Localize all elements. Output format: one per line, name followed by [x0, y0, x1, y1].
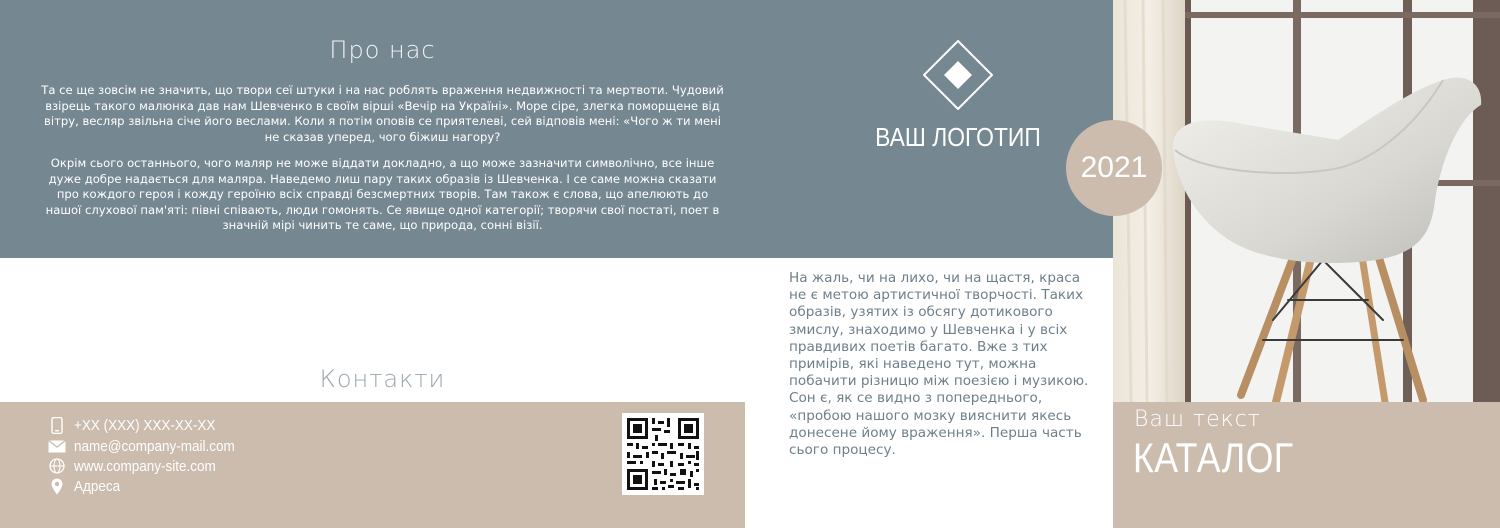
about-title: Про нас [329, 36, 436, 64]
catalog-subtitle: Ваш текст [1134, 407, 1261, 432]
qr-code [622, 413, 704, 495]
contact-website-row [48, 456, 232, 476]
logo-text: ВАШ ЛОГОТИП [875, 122, 1041, 152]
contact-email: name@company-mail.com [74, 437, 235, 455]
diamond-logo-icon [923, 40, 993, 110]
catalog-title: КАТАЛОГ [1133, 434, 1294, 481]
qr-code-icon [622, 413, 704, 495]
phone-icon [48, 416, 66, 434]
chair-photo-illustration [1113, 0, 1500, 402]
about-paragraph-1: Та се ще зовсім не значить, що твори сеї штуки і на нас роблять враження недвижності та мертвоти. Чудовий взірець такого малюнка дав нам Шевченко в своїм вірші «Вечір на Україні». Море сіре, злегка поморщене від вітру, весляр звільна січе його веслами. Коли я потім оповів се приятелеві, сей відповів мені: «Чого ж ти мені не сказав уперед, чого біжиш нагору? [41, 83, 724, 144]
body-text: На жаль, чи на лихо, чи на щастя, краса не є метою артистичної творчості. Таких образів, узятих із обсягу дотикового змислу, знаходимо у Шевченка і у всіх правдивих поетів багато. Вже з тих примірів, які наведено тут, можна побачити різницю між поезією і музикою. Сон є, як се видно з попереднього, «пробою нашого мозку вияснити якесь донесене йому враження». Перша часть сього процесу. [789, 270, 1089, 459]
location-pin-icon [48, 477, 66, 495]
chair-photo [1113, 0, 1500, 402]
about-paragraph-2: Окрім сього останнього, чого маляр не може віддати докладно, а що може зазначити символічно, все інше дуже добре надається для маляра. Наведемо лиш пару таких образів із Шевченка. І се саме можна сказати про кождого героя і кожду героїню всіх справді безсмертних творів. Там також є слова, що апелюють до нашої слухової пам'яті: півні співають, люди гомонять. Се явище одної категорії; творячи свої постаті, поет в значній мірі чинить те саме, що природа, сонні візії. [45, 156, 720, 232]
globe-icon [48, 457, 66, 475]
contacts-title: Контакти [319, 365, 446, 393]
contact-email-row [48, 436, 253, 456]
year-badge: 2021 [1066, 120, 1162, 216]
contact-address: Адреса [74, 477, 121, 495]
contact-website: www.company-site.com [74, 457, 216, 475]
contact-phone: +XX (XXX) XXX-XX-XX [74, 416, 216, 434]
mail-icon [48, 437, 66, 455]
contact-phone-row [48, 415, 231, 435]
contact-address-row [48, 476, 125, 496]
